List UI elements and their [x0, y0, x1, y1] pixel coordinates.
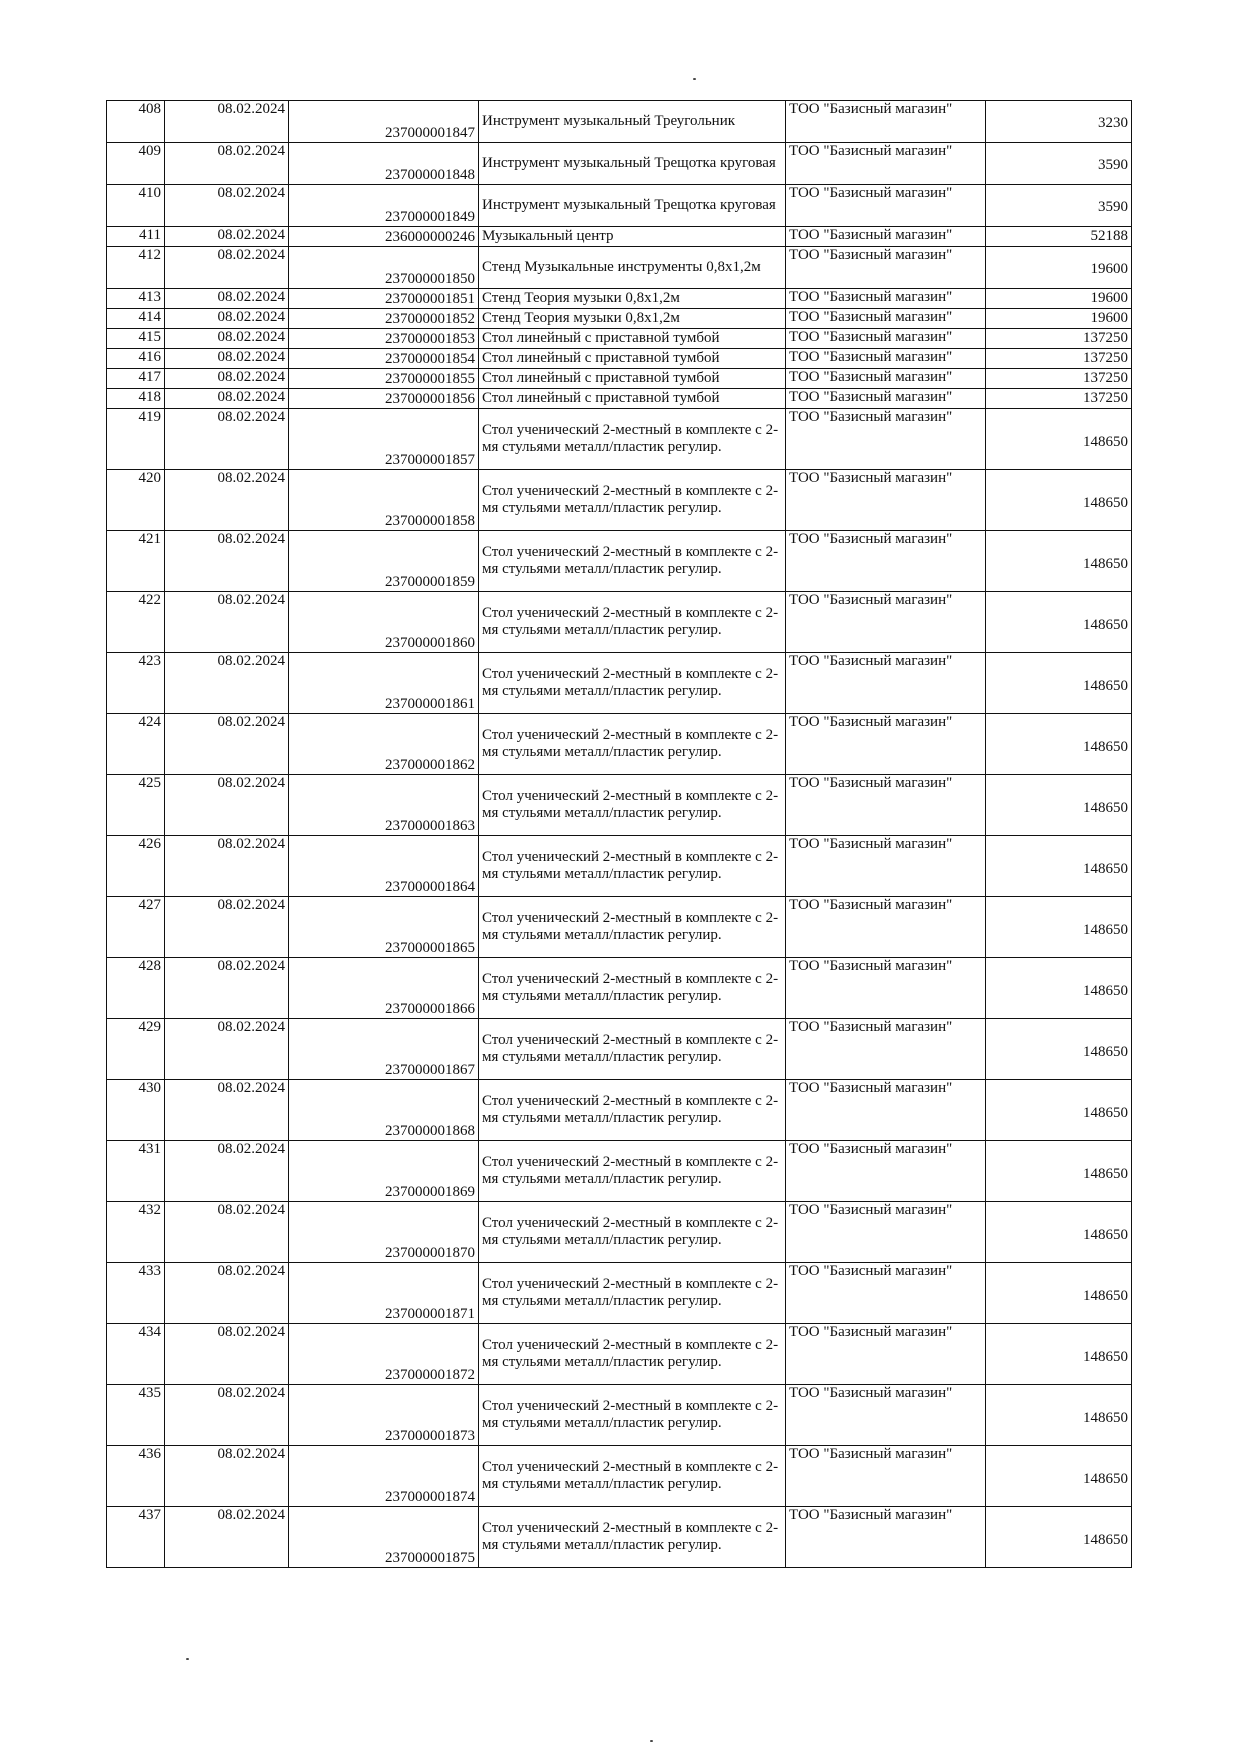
row-number: 408: [107, 101, 165, 143]
row-date: 08.02.2024: [165, 309, 289, 329]
inventory-number: 237000001875: [289, 1507, 479, 1568]
row-number: 423: [107, 653, 165, 714]
table-row: [107, 389, 1132, 409]
item-name: Стол ученический 2-местный в комплекте с 2-мя стульями металл/пластик регулир.: [479, 653, 786, 714]
table-row: [107, 470, 1132, 531]
table-row: [107, 369, 1132, 389]
row-number: 424: [107, 714, 165, 775]
row-date: 08.02.2024: [165, 531, 289, 592]
row-number: 422: [107, 592, 165, 653]
supplier-name: ТОО "Базисный магазин": [786, 227, 986, 247]
supplier-name: ТОО "Базисный магазин": [786, 409, 986, 470]
row-date: 08.02.2024: [165, 592, 289, 653]
item-amount: 19600: [986, 309, 1132, 329]
table-row: [107, 1446, 1132, 1507]
item-name: Стол ученический 2-местный в комплекте с 2-мя стульями металл/пластик регулир.: [479, 1507, 786, 1568]
item-name: Стол ученический 2-местный в комплекте с 2-мя стульями металл/пластик регулир.: [479, 1446, 786, 1507]
row-number: 417: [107, 369, 165, 389]
item-name: Инструмент музыкальный Трещотка круговая: [479, 185, 786, 227]
item-name: Стол ученический 2-местный в комплекте с 2-мя стульями металл/пластик регулир.: [479, 409, 786, 470]
item-name: Музыкальный центр: [479, 227, 786, 247]
supplier-name: ТОО "Базисный магазин": [786, 592, 986, 653]
item-name: Стенд Музыкальные инструменты 0,8х1,2м: [479, 247, 786, 289]
item-amount: 148650: [986, 470, 1132, 531]
item-name: Стол ученический 2-местный в комплекте с 2-мя стульями металл/пластик регулир.: [479, 1202, 786, 1263]
table-row: [107, 247, 1132, 289]
supplier-name: ТОО "Базисный магазин": [786, 185, 986, 227]
row-date: 08.02.2024: [165, 958, 289, 1019]
inventory-number: 237000001858: [289, 470, 479, 531]
row-number: 430: [107, 1080, 165, 1141]
item-name: Инструмент музыкальный Трещотка круговая: [479, 143, 786, 185]
item-amount: 19600: [986, 289, 1132, 309]
inventory-number: 237000001863: [289, 775, 479, 836]
item-amount: 148650: [986, 897, 1132, 958]
row-date: 08.02.2024: [165, 836, 289, 897]
table-row: [107, 227, 1132, 247]
row-number: 410: [107, 185, 165, 227]
item-name: Инструмент музыкальный Треугольник: [479, 101, 786, 143]
scan-speck: [693, 78, 696, 80]
inventory-register-table: [106, 100, 1132, 1568]
row-number: 426: [107, 836, 165, 897]
inventory-number: 237000001860: [289, 592, 479, 653]
supplier-name: ТОО "Базисный магазин": [786, 329, 986, 349]
row-number: 420: [107, 470, 165, 531]
table-row: [107, 1385, 1132, 1446]
row-date: 08.02.2024: [165, 1080, 289, 1141]
row-number: 425: [107, 775, 165, 836]
row-date: 08.02.2024: [165, 1202, 289, 1263]
supplier-name: ТОО "Базисный магазин": [786, 1141, 986, 1202]
table-row: [107, 1263, 1132, 1324]
table-row: [107, 958, 1132, 1019]
row-date: 08.02.2024: [165, 1507, 289, 1568]
row-number: 419: [107, 409, 165, 470]
row-number: 434: [107, 1324, 165, 1385]
row-date: 08.02.2024: [165, 369, 289, 389]
item-amount: 148650: [986, 1507, 1132, 1568]
item-amount: 148650: [986, 1385, 1132, 1446]
item-amount: 137250: [986, 329, 1132, 349]
supplier-name: ТОО "Базисный магазин": [786, 653, 986, 714]
item-amount: 19600: [986, 247, 1132, 289]
inventory-number: 237000001857: [289, 409, 479, 470]
scan-speck: [186, 1658, 189, 1660]
row-date: 08.02.2024: [165, 470, 289, 531]
supplier-name: ТОО "Базисный магазин": [786, 1385, 986, 1446]
row-date: 08.02.2024: [165, 227, 289, 247]
inventory-number: 236000000246: [289, 227, 479, 247]
supplier-name: ТОО "Базисный магазин": [786, 897, 986, 958]
item-name: Стенд Теория музыки 0,8х1,2м: [479, 309, 786, 329]
row-date: 08.02.2024: [165, 1141, 289, 1202]
item-amount: 148650: [986, 1263, 1132, 1324]
table-row: [107, 309, 1132, 329]
row-date: 08.02.2024: [165, 1324, 289, 1385]
row-date: 08.02.2024: [165, 897, 289, 958]
inventory-number: 237000001851: [289, 289, 479, 309]
row-date: 08.02.2024: [165, 185, 289, 227]
row-date: 08.02.2024: [165, 329, 289, 349]
inventory-number: 237000001852: [289, 309, 479, 329]
row-number: 415: [107, 329, 165, 349]
supplier-name: ТОО "Базисный магазин": [786, 1202, 986, 1263]
item-name: Стол ученический 2-местный в комплекте с 2-мя стульями металл/пластик регулир.: [479, 1324, 786, 1385]
table-row: [107, 101, 1132, 143]
row-number: 421: [107, 531, 165, 592]
row-number: 413: [107, 289, 165, 309]
supplier-name: ТОО "Базисный магазин": [786, 143, 986, 185]
register-body: [107, 101, 1132, 1568]
item-amount: 148650: [986, 1080, 1132, 1141]
item-amount: 137250: [986, 389, 1132, 409]
supplier-name: ТОО "Базисный магазин": [786, 389, 986, 409]
inventory-number: 237000001870: [289, 1202, 479, 1263]
item-name: Стол ученический 2-местный в комплекте с 2-мя стульями металл/пластик регулир.: [479, 531, 786, 592]
item-amount: 148650: [986, 1324, 1132, 1385]
item-amount: 148650: [986, 1202, 1132, 1263]
scan-speck: [650, 1740, 653, 1742]
item-amount: 148650: [986, 836, 1132, 897]
item-amount: 148650: [986, 653, 1132, 714]
item-name: Стол ученический 2-местный в комплекте с 2-мя стульями металл/пластик регулир.: [479, 592, 786, 653]
item-amount: 148650: [986, 1019, 1132, 1080]
table-row: [107, 1324, 1132, 1385]
item-name: Стол ученический 2-местный в комплекте с 2-мя стульями металл/пластик регулир.: [479, 470, 786, 531]
item-name: Стол ученический 2-местный в комплекте с 2-мя стульями металл/пластик регулир.: [479, 714, 786, 775]
item-amount: 3590: [986, 185, 1132, 227]
table-row: [107, 714, 1132, 775]
row-number: 418: [107, 389, 165, 409]
supplier-name: ТОО "Базисный магазин": [786, 289, 986, 309]
item-amount: 148650: [986, 409, 1132, 470]
inventory-number: 237000001850: [289, 247, 479, 289]
inventory-number: 237000001853: [289, 329, 479, 349]
row-number: 431: [107, 1141, 165, 1202]
table-row: [107, 1507, 1132, 1568]
row-number: 429: [107, 1019, 165, 1080]
row-number: 436: [107, 1446, 165, 1507]
item-name: Стол ученический 2-местный в комплекте с 2-мя стульями металл/пластик регулир.: [479, 1080, 786, 1141]
row-date: 08.02.2024: [165, 1446, 289, 1507]
item-amount: 137250: [986, 369, 1132, 389]
item-name: Стенд Теория музыки 0,8х1,2м: [479, 289, 786, 309]
row-date: 08.02.2024: [165, 714, 289, 775]
row-number: 435: [107, 1385, 165, 1446]
item-amount: 3590: [986, 143, 1132, 185]
table-row: [107, 143, 1132, 185]
table-row: [107, 592, 1132, 653]
item-name: Стол ученический 2-местный в комплекте с 2-мя стульями металл/пластик регулир.: [479, 1019, 786, 1080]
table-row: [107, 897, 1132, 958]
inventory-number: 237000001867: [289, 1019, 479, 1080]
supplier-name: ТОО "Базисный магазин": [786, 349, 986, 369]
row-number: 427: [107, 897, 165, 958]
row-number: 414: [107, 309, 165, 329]
supplier-name: ТОО "Базисный магазин": [786, 775, 986, 836]
supplier-name: ТОО "Базисный магазин": [786, 309, 986, 329]
item-amount: 148650: [986, 714, 1132, 775]
row-number: 412: [107, 247, 165, 289]
inventory-number: 237000001859: [289, 531, 479, 592]
supplier-name: ТОО "Базисный магазин": [786, 247, 986, 289]
item-name: Стол ученический 2-местный в комплекте с 2-мя стульями металл/пластик регулир.: [479, 775, 786, 836]
table-row: [107, 349, 1132, 369]
supplier-name: ТОО "Базисный магазин": [786, 1019, 986, 1080]
table-row: [107, 289, 1132, 309]
inventory-number: 237000001868: [289, 1080, 479, 1141]
item-amount: 52188: [986, 227, 1132, 247]
inventory-number: 237000001862: [289, 714, 479, 775]
row-date: 08.02.2024: [165, 409, 289, 470]
row-date: 08.02.2024: [165, 1263, 289, 1324]
row-number: 433: [107, 1263, 165, 1324]
row-date: 08.02.2024: [165, 1385, 289, 1446]
supplier-name: ТОО "Базисный магазин": [786, 1507, 986, 1568]
row-number: 432: [107, 1202, 165, 1263]
supplier-name: ТОО "Базисный магазин": [786, 1080, 986, 1141]
item-amount: 148650: [986, 592, 1132, 653]
table-row: [107, 775, 1132, 836]
row-number: 409: [107, 143, 165, 185]
row-date: 08.02.2024: [165, 143, 289, 185]
item-name: Стол ученический 2-местный в комплекте с 2-мя стульями металл/пластик регулир.: [479, 836, 786, 897]
table-row: [107, 836, 1132, 897]
inventory-number: 237000001866: [289, 958, 479, 1019]
row-date: 08.02.2024: [165, 775, 289, 836]
table-row: [107, 185, 1132, 227]
item-name: Стол линейный с приставной тумбой: [479, 369, 786, 389]
row-number: 416: [107, 349, 165, 369]
row-number: 411: [107, 227, 165, 247]
table-row: [107, 1019, 1132, 1080]
row-date: 08.02.2024: [165, 101, 289, 143]
row-date: 08.02.2024: [165, 349, 289, 369]
row-date: 08.02.2024: [165, 289, 289, 309]
table-row: [107, 1141, 1132, 1202]
inventory-number: 237000001861: [289, 653, 479, 714]
item-name: Стол ученический 2-местный в комплекте с 2-мя стульями металл/пластик регулир.: [479, 1263, 786, 1324]
inventory-number: 237000001855: [289, 369, 479, 389]
item-name: Стол ученический 2-местный в комплекте с 2-мя стульями металл/пластик регулир.: [479, 958, 786, 1019]
supplier-name: ТОО "Базисный магазин": [786, 714, 986, 775]
supplier-name: ТОО "Базисный магазин": [786, 1446, 986, 1507]
item-amount: 148650: [986, 775, 1132, 836]
supplier-name: ТОО "Базисный магазин": [786, 1263, 986, 1324]
inventory-number: 237000001849: [289, 185, 479, 227]
table-row: [107, 1080, 1132, 1141]
table-row: [107, 531, 1132, 592]
item-amount: 148650: [986, 531, 1132, 592]
item-name: Стол ученический 2-местный в комплекте с 2-мя стульями металл/пластик регулир.: [479, 897, 786, 958]
table-row: [107, 329, 1132, 349]
item-amount: 148650: [986, 1141, 1132, 1202]
supplier-name: ТОО "Базисный магазин": [786, 101, 986, 143]
row-number: 437: [107, 1507, 165, 1568]
inventory-number: 237000001847: [289, 101, 479, 143]
table-row: [107, 653, 1132, 714]
item-name: Стол линейный с приставной тумбой: [479, 329, 786, 349]
inventory-number: 237000001869: [289, 1141, 479, 1202]
supplier-name: ТОО "Базисный магазин": [786, 470, 986, 531]
item-name: Стол линейный с приставной тумбой: [479, 389, 786, 409]
item-name: Стол ученический 2-местный в комплекте с 2-мя стульями металл/пластик регулир.: [479, 1141, 786, 1202]
row-date: 08.02.2024: [165, 1019, 289, 1080]
inventory-number: 237000001871: [289, 1263, 479, 1324]
table-row: [107, 409, 1132, 470]
row-date: 08.02.2024: [165, 653, 289, 714]
inventory-number: 237000001856: [289, 389, 479, 409]
supplier-name: ТОО "Базисный магазин": [786, 958, 986, 1019]
row-date: 08.02.2024: [165, 247, 289, 289]
row-date: 08.02.2024: [165, 389, 289, 409]
inventory-number: 237000001864: [289, 836, 479, 897]
item-amount: 3230: [986, 101, 1132, 143]
inventory-number: 237000001848: [289, 143, 479, 185]
item-amount: 148650: [986, 1446, 1132, 1507]
inventory-number: 237000001874: [289, 1446, 479, 1507]
supplier-name: ТОО "Базисный магазин": [786, 369, 986, 389]
item-amount: 148650: [986, 958, 1132, 1019]
item-name: Стол линейный с приставной тумбой: [479, 349, 786, 369]
row-number: 428: [107, 958, 165, 1019]
inventory-number: 237000001872: [289, 1324, 479, 1385]
item-name: Стол ученический 2-местный в комплекте с 2-мя стульями металл/пластик регулир.: [479, 1385, 786, 1446]
inventory-number: 237000001854: [289, 349, 479, 369]
supplier-name: ТОО "Базисный магазин": [786, 1324, 986, 1385]
inventory-number: 237000001865: [289, 897, 479, 958]
item-amount: 137250: [986, 349, 1132, 369]
supplier-name: ТОО "Базисный магазин": [786, 531, 986, 592]
table-row: [107, 1202, 1132, 1263]
inventory-number: 237000001873: [289, 1385, 479, 1446]
supplier-name: ТОО "Базисный магазин": [786, 836, 986, 897]
